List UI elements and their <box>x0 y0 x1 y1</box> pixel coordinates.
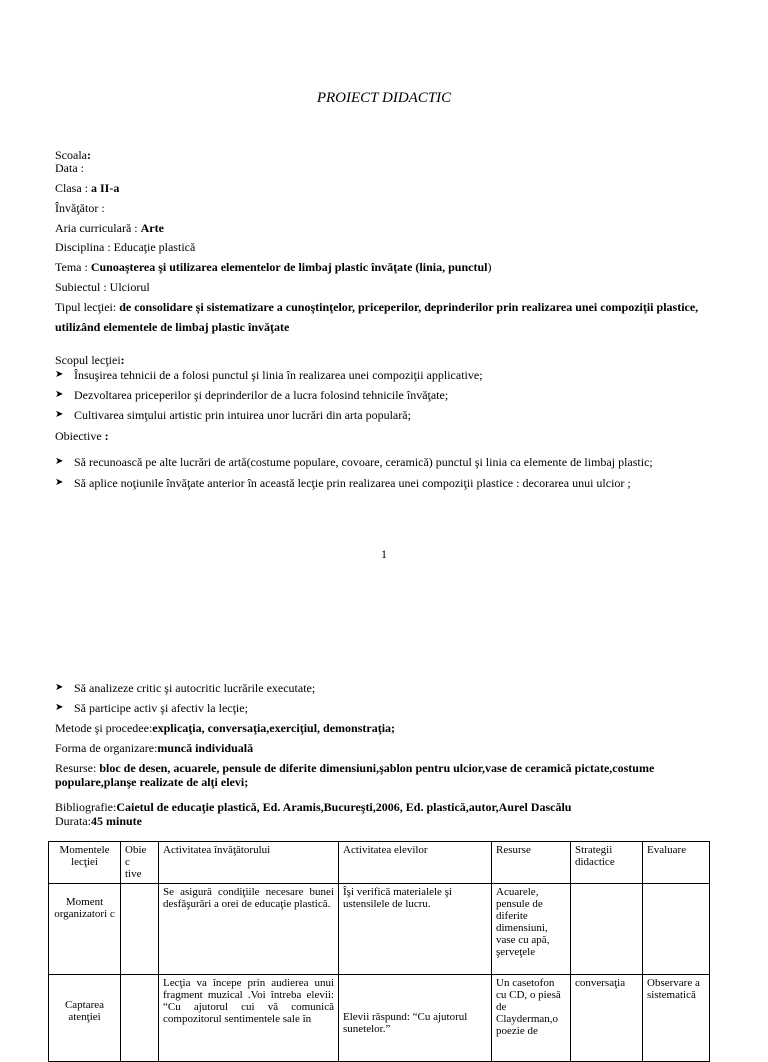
resurse-line <box>55 761 712 775</box>
scopul-label: Scopul lecţiei <box>55 353 121 367</box>
list-item: Să participe activ şi afectiv la lecţie; <box>74 701 248 715</box>
obiective-item-2 <box>55 476 631 490</box>
bibliografie-line <box>55 800 571 814</box>
header-obiective-l1: Obie <box>125 844 147 856</box>
data-line <box>55 161 84 175</box>
cell-obiective <box>121 975 159 1062</box>
invatator-line <box>55 201 105 215</box>
cell-elevi <box>339 975 492 1062</box>
scopul-colon: : <box>120 353 125 367</box>
tipul-line <box>55 300 712 314</box>
tema-line <box>55 260 491 274</box>
list-item: Să aplice noţiunile învăţate anterior în această lecţie prin realizarea unei compoziţii plastice : decorarea unui ulcior ; <box>74 476 631 490</box>
header-obiective-l2: c <box>125 856 130 868</box>
arrow-bullet-icon: ➤ <box>55 369 64 380</box>
cell-evaluare <box>643 884 710 975</box>
subiectul-value: Ulciorul <box>109 280 150 294</box>
forma-value: muncă individuală <box>157 741 254 755</box>
bibliografie-value: Caietul de educaţie plastică, Ed. Aramis,Bucureşti,2006, Ed. plastică,autor,Aurel Dascălu <box>116 800 572 814</box>
obiective-item-3 <box>55 681 315 695</box>
list-item: Să recunoască pe alte lucrări de artă(costume populare, covoare, ceramică) punctul şi linia ca elemente de limbaj plastic; <box>74 455 653 469</box>
metode-line <box>55 721 395 735</box>
obiective-label: Obiective <box>55 429 102 443</box>
cell-obiective <box>121 884 159 975</box>
table-row <box>49 975 710 1062</box>
durata-line <box>55 814 142 828</box>
cell-resurse: Un casetofon cu CD, o piesă de Clayderman,o poezie de <box>492 975 571 1062</box>
scoala-label: Scoala <box>55 148 87 162</box>
obiective-item-4 <box>55 701 248 715</box>
durata-value: 45 minute <box>90 814 142 828</box>
header-activitatea-invatatorului: Activitatea învăţătorului <box>159 842 339 884</box>
cell-invatator: Lecţia va începe prin audierea unui fragment muzical .Voi întreba elevii: “Cu ajutorul cui vă comunică compozitorul sentimentele sale în <box>159 975 339 1062</box>
disciplina-value: Educaţie plastică <box>113 240 196 254</box>
obiective-heading <box>55 429 109 443</box>
cell-strategii <box>571 884 643 975</box>
clasa-line <box>55 181 119 195</box>
clasa-label: Clasa : <box>55 181 88 195</box>
header-strategii: Strategii didactice <box>571 842 643 884</box>
header-resurse: Resurse <box>492 842 571 884</box>
tipul-value-1: de consolidare şi sistematizare a cunoştinţelor, priceperilor, deprinderilor prin realizarea unei compoziţii plastice, <box>119 300 699 314</box>
arrow-bullet-icon: ➤ <box>55 477 64 488</box>
metode-value: explicaţia, conversaţia,exerciţiul, demonstraţia; <box>152 721 396 735</box>
obiective-colon: : <box>104 429 109 443</box>
disciplina-label: Disciplina : <box>55 240 111 254</box>
scopul-heading <box>55 353 125 367</box>
lesson-table <box>48 841 710 1062</box>
list-item: Cultivarea simţului artistic prin intuirea unor lucrări din arta populară; <box>74 408 411 422</box>
cell-invatator: Se asigură condiţiile necesare bunei desfăşurări a orei de educaţie plastică. <box>159 884 339 975</box>
tipul-value-2: utilizând elementele de limbaj plastic învăţate <box>55 320 290 334</box>
cell-resurse: Acuarele, pensule de diferite dimensiuni, vase cu apă, şerveţele <box>492 884 571 975</box>
arrow-bullet-icon: ➤ <box>55 456 64 467</box>
disciplina-line <box>55 240 195 254</box>
cell-moment: Captarea atenţiei <box>49 975 121 1062</box>
cell-elevi-text: Elevii răspund: “Cu ajutorul sunetelor.” <box>343 1011 468 1035</box>
tema-close: ) <box>487 260 492 274</box>
table-row <box>49 884 710 975</box>
header-obiective-l3: tive <box>125 868 142 880</box>
clasa-value: a II-a <box>91 181 120 195</box>
list-item: Dezvoltarea priceperilor şi deprinderilor de a lucra folosind tehnicile învăţate; <box>74 388 449 402</box>
scoala-colon: : <box>87 148 91 162</box>
cell-moment: Moment organizatori c <box>49 884 121 975</box>
header-evaluare: Evaluare <box>643 842 710 884</box>
durata-label: Durata: <box>55 814 91 828</box>
resurse-value-2: populare,planşe realizate de alţi elevi; <box>55 775 249 789</box>
list-item: Să analizeze critic şi autocritic lucrările executate; <box>74 681 316 695</box>
tema-value: Cunoaşterea şi utilizarea elementelor de limbaj plastic învăţate (linia, punctul <box>90 260 488 274</box>
aria-value: Arte <box>140 221 164 235</box>
header-obiective <box>121 842 159 884</box>
obiective-item-1 <box>55 455 653 469</box>
resurse-value-1: bloc de desen, acuarele, pensule de diferite dimensiuni,şablon pentru ulcior,vase de ceramică pictate,costume <box>99 761 655 775</box>
tipul-label: Tipul lecţiei: <box>55 300 117 314</box>
aria-line <box>55 221 164 235</box>
resurse-label: Resurse: <box>55 761 97 775</box>
cell-elevi: Îşi verifică materialele şi ustensilele de lucru. <box>339 884 492 975</box>
resurse-line-2 <box>55 775 248 789</box>
forma-label: Forma de organizare: <box>55 741 158 755</box>
subiectul-line <box>55 280 150 294</box>
scoala-line <box>55 148 91 162</box>
arrow-bullet-icon: ➤ <box>55 702 64 713</box>
invatator-label: Învăţător : <box>55 201 105 215</box>
arrow-bullet-icon: ➤ <box>55 409 64 420</box>
metode-label: Metode şi procedee: <box>55 721 153 735</box>
scopul-item-3 <box>55 408 411 422</box>
subiectul-label: Subiectul : <box>55 280 107 294</box>
tema-label: Tema : <box>55 260 88 274</box>
cell-evaluare: Observare a sistematică <box>643 975 710 1062</box>
aria-label: Aria curriculară : <box>55 221 138 235</box>
header-activitatea-elevilor: Activitatea elevilor <box>339 842 492 884</box>
header-momentele: Momentele lecţiei <box>49 842 121 884</box>
tipul-line-2 <box>55 320 289 334</box>
scopul-item-1 <box>55 368 483 382</box>
page-number: 1 <box>381 547 387 561</box>
cell-strategii: conversaţia <box>571 975 643 1062</box>
data-label: Data : <box>55 161 84 175</box>
list-item: Însuşirea tehnicii de a folosi punctul şi linia în realizarea unei compoziţii applicative; <box>74 368 483 382</box>
bibliografie-label: Bibliografie: <box>55 800 117 814</box>
arrow-bullet-icon: ➤ <box>55 682 64 693</box>
arrow-bullet-icon: ➤ <box>55 389 64 400</box>
table-header-row <box>49 842 710 884</box>
scopul-item-2 <box>55 388 448 402</box>
forma-line <box>55 741 253 755</box>
page-title: PROIECT DIDACTIC <box>316 90 452 106</box>
